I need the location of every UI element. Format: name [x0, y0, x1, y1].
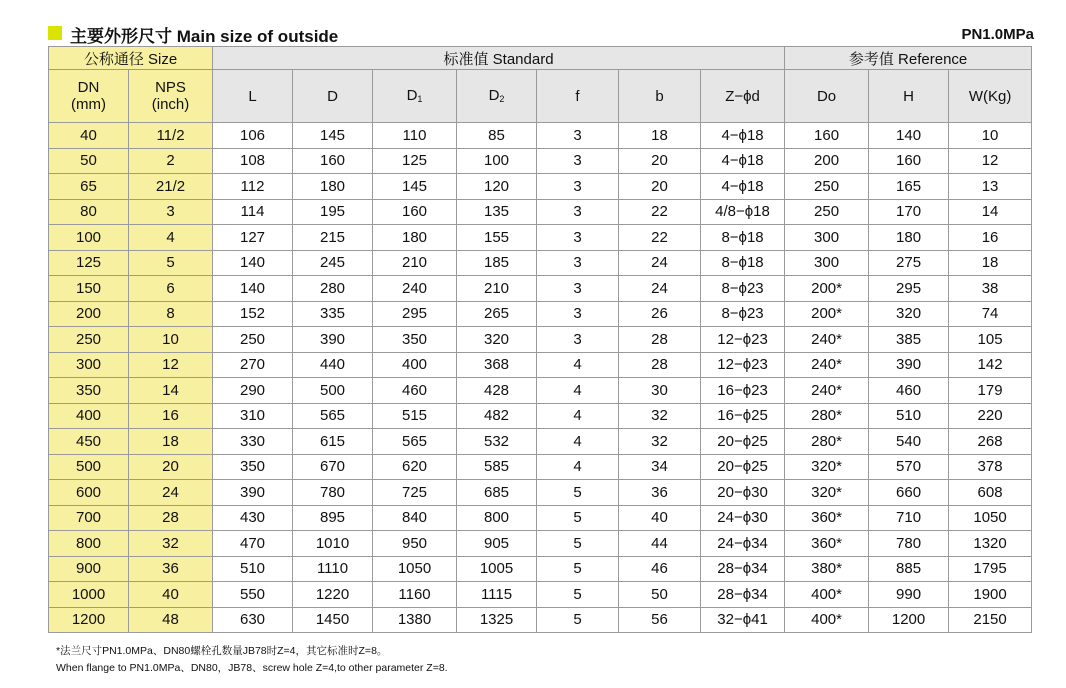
table-cell: 600	[49, 480, 129, 506]
table-cell: 85	[457, 123, 537, 149]
table-cell: 120	[457, 174, 537, 200]
title-en: Main size of outside	[176, 27, 339, 46]
table-cell: 4	[537, 403, 619, 429]
table-cell: 46	[619, 556, 701, 582]
table-cell: 142	[949, 352, 1032, 378]
table-cell: 360*	[785, 505, 869, 531]
table-cell: 145	[293, 123, 373, 149]
table-cell: 114	[213, 199, 293, 225]
col-nps: NPS (inch)	[129, 70, 213, 123]
table-cell: 1050	[949, 505, 1032, 531]
table-cell: 170	[869, 199, 949, 225]
table-cell: 440	[293, 352, 373, 378]
table-cell: 32	[619, 403, 701, 429]
table-cell: 20−ϕ30	[701, 480, 785, 506]
table-cell: 135	[457, 199, 537, 225]
table-cell: 1115	[457, 582, 537, 608]
col-b: b	[619, 70, 701, 123]
table-cell: 585	[457, 454, 537, 480]
table-cell: 700	[49, 505, 129, 531]
footnote-cn: *法兰尺寸PN1.0MPa、DN80螺栓孔数量JB78时Z=4，其它标准时Z=8。	[56, 645, 388, 657]
table-cell: 179	[949, 378, 1032, 404]
table-cell: 185	[457, 250, 537, 276]
table-cell: 250	[213, 327, 293, 353]
table-cell: 22	[619, 225, 701, 251]
table-row	[49, 378, 1032, 404]
table-cell: 210	[457, 276, 537, 302]
table-cell: 4/8−ϕ18	[701, 199, 785, 225]
table-cell: 710	[869, 505, 949, 531]
table-cell: 160	[869, 148, 949, 174]
group-nominal-size: 公称通径 Size	[49, 47, 213, 70]
table-cell: 44	[619, 531, 701, 557]
table-cell: 500	[49, 454, 129, 480]
table-cell: 295	[373, 301, 457, 327]
table-cell: 30	[619, 378, 701, 404]
table-cell: 1200	[49, 607, 129, 633]
table-cell: 3	[537, 199, 619, 225]
table-cell: 1450	[293, 607, 373, 633]
table-cell: 20	[129, 454, 213, 480]
table-row	[49, 352, 1032, 378]
table-cell: 160	[293, 148, 373, 174]
col-H: H	[869, 70, 949, 123]
table-cell: 18	[619, 123, 701, 149]
table-cell: 500	[293, 378, 373, 404]
table-cell: 1900	[949, 582, 1032, 608]
table-cell: 3	[537, 276, 619, 302]
table-cell: 80	[49, 199, 129, 225]
table-row	[49, 454, 1032, 480]
table-cell: 5	[537, 556, 619, 582]
table-cell: 12−ϕ23	[701, 327, 785, 353]
table-cell: 360*	[785, 531, 869, 557]
table-cell: 300	[785, 250, 869, 276]
table-row	[49, 403, 1032, 429]
table-cell: 28	[619, 327, 701, 353]
table-cell: 780	[869, 531, 949, 557]
table-cell: 105	[949, 327, 1032, 353]
table-row	[49, 123, 1032, 149]
table-cell: 250	[785, 199, 869, 225]
table-cell: 5	[537, 531, 619, 557]
table-cell: 240*	[785, 352, 869, 378]
col-L: L	[213, 70, 293, 123]
table-cell: 280*	[785, 403, 869, 429]
table-cell: 430	[213, 505, 293, 531]
table-cell: 250	[785, 174, 869, 200]
table-cell: 4−ϕ18	[701, 148, 785, 174]
table-cell: 16	[949, 225, 1032, 251]
table-cell: 245	[293, 250, 373, 276]
title-row	[48, 22, 1034, 44]
table-cell: 74	[949, 301, 1032, 327]
table-cell: 8−ϕ23	[701, 276, 785, 302]
table-cell: 32	[129, 531, 213, 557]
table-cell: 990	[869, 582, 949, 608]
table-cell: 40	[129, 582, 213, 608]
table-cell: 16−ϕ23	[701, 378, 785, 404]
table-cell: 155	[457, 225, 537, 251]
table-cell: 112	[213, 174, 293, 200]
col-dn: DN (mm)	[49, 70, 129, 123]
table-cell: 28−ϕ34	[701, 582, 785, 608]
table-cell: 6	[129, 276, 213, 302]
table-cell: 460	[869, 378, 949, 404]
table-cell: 36	[619, 480, 701, 506]
table-cell: 240*	[785, 327, 869, 353]
table-cell: 22	[619, 199, 701, 225]
table-cell: 350	[49, 378, 129, 404]
table-cell: 125	[49, 250, 129, 276]
table-cell: 140	[869, 123, 949, 149]
table-cell: 615	[293, 429, 373, 455]
table-cell: 18	[129, 429, 213, 455]
table-cell: 900	[49, 556, 129, 582]
table-cell: 620	[373, 454, 457, 480]
table-cell: 885	[869, 556, 949, 582]
table-cell: 8	[129, 301, 213, 327]
table-cell: 26	[619, 301, 701, 327]
table-cell: 1160	[373, 582, 457, 608]
table-cell: 780	[293, 480, 373, 506]
table-cell: 200	[785, 148, 869, 174]
table-cell: 4	[537, 352, 619, 378]
table-cell: 21/2	[129, 174, 213, 200]
table-cell: 100	[457, 148, 537, 174]
table-cell: 510	[869, 403, 949, 429]
table-cell: 10	[129, 327, 213, 353]
table-cell: 450	[49, 429, 129, 455]
table-cell: 34	[619, 454, 701, 480]
table-cell: 24−ϕ34	[701, 531, 785, 557]
table-cell: 28	[129, 505, 213, 531]
table-cell: 5	[537, 582, 619, 608]
table-cell: 470	[213, 531, 293, 557]
table-cell: 12−ϕ23	[701, 352, 785, 378]
table-cell: 200*	[785, 276, 869, 302]
table-cell: 8−ϕ18	[701, 225, 785, 251]
table-cell: 800	[457, 505, 537, 531]
table-cell: 3	[537, 174, 619, 200]
table-row	[49, 276, 1032, 302]
table-cell: 108	[213, 148, 293, 174]
table-cell: 378	[949, 454, 1032, 480]
table-cell: 280*	[785, 429, 869, 455]
table-cell: 1005	[457, 556, 537, 582]
table-cell: 350	[373, 327, 457, 353]
page-title	[70, 22, 338, 47]
table-cell: 14	[949, 199, 1032, 225]
table-cell: 145	[373, 174, 457, 200]
table-cell: 5	[129, 250, 213, 276]
table-cell: 265	[457, 301, 537, 327]
table-cell: 4	[129, 225, 213, 251]
table-cell: 400	[373, 352, 457, 378]
table-cell: 8−ϕ23	[701, 301, 785, 327]
table-cell: 165	[869, 174, 949, 200]
table-cell: 32−ϕ41	[701, 607, 785, 633]
table-cell: 106	[213, 123, 293, 149]
table-cell: 390	[213, 480, 293, 506]
footnotes	[56, 643, 448, 677]
table-cell: 290	[213, 378, 293, 404]
table-cell: 4−ϕ18	[701, 174, 785, 200]
table-cell: 380*	[785, 556, 869, 582]
table-cell: 24	[129, 480, 213, 506]
table-row	[49, 556, 1032, 582]
table-cell: 280	[293, 276, 373, 302]
table-cell: 240	[373, 276, 457, 302]
table-cell: 50	[49, 148, 129, 174]
table-cell: 28−ϕ34	[701, 556, 785, 582]
table-cell: 300	[785, 225, 869, 251]
table-cell: 100	[49, 225, 129, 251]
col-D2: $D_2$	[457, 70, 537, 123]
table-cell: 10	[949, 123, 1032, 149]
table-cell: 32	[619, 429, 701, 455]
table-cell: 570	[869, 454, 949, 480]
table-cell: 270	[213, 352, 293, 378]
table-cell: 310	[213, 403, 293, 429]
table-cell: 565	[293, 403, 373, 429]
table-cell: 630	[213, 607, 293, 633]
table-cell: 210	[373, 250, 457, 276]
table-cell: 36	[129, 556, 213, 582]
table-cell: 2150	[949, 607, 1032, 633]
table-cell: 125	[373, 148, 457, 174]
table-cell: 335	[293, 301, 373, 327]
table-cell: 1050	[373, 556, 457, 582]
table-cell: 275	[869, 250, 949, 276]
table-cell: 950	[373, 531, 457, 557]
table-cell: 400*	[785, 607, 869, 633]
table-cell: 65	[49, 174, 129, 200]
table-cell: 20−ϕ25	[701, 454, 785, 480]
table-cell: 1380	[373, 607, 457, 633]
table-row	[49, 327, 1032, 353]
table-cell: 180	[373, 225, 457, 251]
col-D: D	[293, 70, 373, 123]
table-cell: 180	[869, 225, 949, 251]
table-cell: 1110	[293, 556, 373, 582]
table-cell: 320	[457, 327, 537, 353]
table-cell: 1220	[293, 582, 373, 608]
table-cell: 4	[537, 378, 619, 404]
table-cell: 5	[537, 480, 619, 506]
table-cell: 320*	[785, 454, 869, 480]
table-cell: 565	[373, 429, 457, 455]
table-cell: 300	[49, 352, 129, 378]
col-D1: $D_1$	[373, 70, 457, 123]
table-cell: 220	[949, 403, 1032, 429]
table-body	[49, 123, 1032, 633]
table-cell: 14	[129, 378, 213, 404]
table-cell: 160	[373, 199, 457, 225]
size-table	[48, 46, 1032, 633]
table-cell: 3	[537, 250, 619, 276]
table-cell: 152	[213, 301, 293, 327]
table-cell: 4−ϕ18	[701, 123, 785, 149]
table-cell: 40	[49, 123, 129, 149]
table-cell: 3	[537, 123, 619, 149]
table-cell: 515	[373, 403, 457, 429]
table-cell: 18	[949, 250, 1032, 276]
group-standard: 标准值 Standard	[213, 47, 785, 70]
table-cell: 24	[619, 250, 701, 276]
table-row	[49, 148, 1032, 174]
table-cell: 3	[129, 199, 213, 225]
table-cell: 400*	[785, 582, 869, 608]
table-cell: 160	[785, 123, 869, 149]
table-cell: 215	[293, 225, 373, 251]
table-cell: 2	[129, 148, 213, 174]
table-cell: 3	[537, 225, 619, 251]
table-cell: 840	[373, 505, 457, 531]
table-cell: 428	[457, 378, 537, 404]
table-cell: 295	[869, 276, 949, 302]
table-cell: 1000	[49, 582, 129, 608]
table-cell: 40	[619, 505, 701, 531]
table-cell: 20	[619, 174, 701, 200]
table-cell: 180	[293, 174, 373, 200]
table-cell: 5	[537, 607, 619, 633]
table-cell: 532	[457, 429, 537, 455]
table-row	[49, 505, 1032, 531]
table-cell: 38	[949, 276, 1032, 302]
table-cell: 24	[619, 276, 701, 302]
table-cell: 320*	[785, 480, 869, 506]
table-cell: 250	[49, 327, 129, 353]
table-cell: 4	[537, 429, 619, 455]
table-row	[49, 531, 1032, 557]
table-cell: 482	[457, 403, 537, 429]
table-cell: 240*	[785, 378, 869, 404]
table-cell: 200*	[785, 301, 869, 327]
table-cell: 28	[619, 352, 701, 378]
table-cell: 110	[373, 123, 457, 149]
table-cell: 20	[619, 148, 701, 174]
table-cell: 608	[949, 480, 1032, 506]
table-cell: 540	[869, 429, 949, 455]
table-cell: 1200	[869, 607, 949, 633]
table-cell: 320	[869, 301, 949, 327]
pressure-rating: PN1.0MPa	[961, 26, 1034, 43]
table-cell: 670	[293, 454, 373, 480]
col-z-phi-d: Z−ϕd	[701, 70, 785, 123]
table-row	[49, 429, 1032, 455]
table-row	[49, 250, 1032, 276]
table-row	[49, 582, 1032, 608]
table-cell: 195	[293, 199, 373, 225]
table-cell: 16	[129, 403, 213, 429]
group-reference: 参考值 Reference	[785, 47, 1032, 70]
table-cell: 390	[293, 327, 373, 353]
col-f: f	[537, 70, 619, 123]
table-cell: 13	[949, 174, 1032, 200]
table-row	[49, 199, 1032, 225]
col-Do: Do	[785, 70, 869, 123]
table-cell: 350	[213, 454, 293, 480]
table-cell: 660	[869, 480, 949, 506]
table-cell: 800	[49, 531, 129, 557]
table-row	[49, 225, 1032, 251]
title-square-icon	[48, 26, 62, 40]
table-cell: 3	[537, 327, 619, 353]
table-cell: 8−ϕ18	[701, 250, 785, 276]
table-cell: 20−ϕ25	[701, 429, 785, 455]
table-cell: 550	[213, 582, 293, 608]
table-cell: 3	[537, 148, 619, 174]
table-cell: 4	[537, 454, 619, 480]
table-cell: 150	[49, 276, 129, 302]
table-cell: 685	[457, 480, 537, 506]
table-cell: 1795	[949, 556, 1032, 582]
table-cell: 127	[213, 225, 293, 251]
table-cell: 905	[457, 531, 537, 557]
col-weight: W(Kg)	[949, 70, 1032, 123]
table-cell: 510	[213, 556, 293, 582]
table-cell: 200	[49, 301, 129, 327]
table-row	[49, 607, 1032, 633]
table-cell: 48	[129, 607, 213, 633]
table-cell: 11/2	[129, 123, 213, 149]
table-cell: 5	[537, 505, 619, 531]
table-row	[49, 301, 1032, 327]
table-cell: 725	[373, 480, 457, 506]
table-cell: 385	[869, 327, 949, 353]
table-cell: 895	[293, 505, 373, 531]
title-cn: 主要外形尺寸	[70, 27, 172, 46]
table-cell: 1325	[457, 607, 537, 633]
table-cell: 1010	[293, 531, 373, 557]
table-cell: 460	[373, 378, 457, 404]
table-cell: 1320	[949, 531, 1032, 557]
table-cell: 12	[949, 148, 1032, 174]
table-cell: 24−ϕ30	[701, 505, 785, 531]
table-cell: 12	[129, 352, 213, 378]
table-cell: 390	[869, 352, 949, 378]
footnote-en: When flange to PN1.0MPa、DN80，JB78、screw hole Z=4,to other parameter Z=8.	[56, 662, 448, 674]
table-cell: 268	[949, 429, 1032, 455]
table-cell: 140	[213, 276, 293, 302]
table-cell: 16−ϕ25	[701, 403, 785, 429]
table-row	[49, 480, 1032, 506]
table-cell: 330	[213, 429, 293, 455]
table-cell: 56	[619, 607, 701, 633]
table-cell: 140	[213, 250, 293, 276]
table-cell: 50	[619, 582, 701, 608]
table-cell: 3	[537, 301, 619, 327]
table-cell: 368	[457, 352, 537, 378]
table-cell: 400	[49, 403, 129, 429]
table-row	[49, 174, 1032, 200]
